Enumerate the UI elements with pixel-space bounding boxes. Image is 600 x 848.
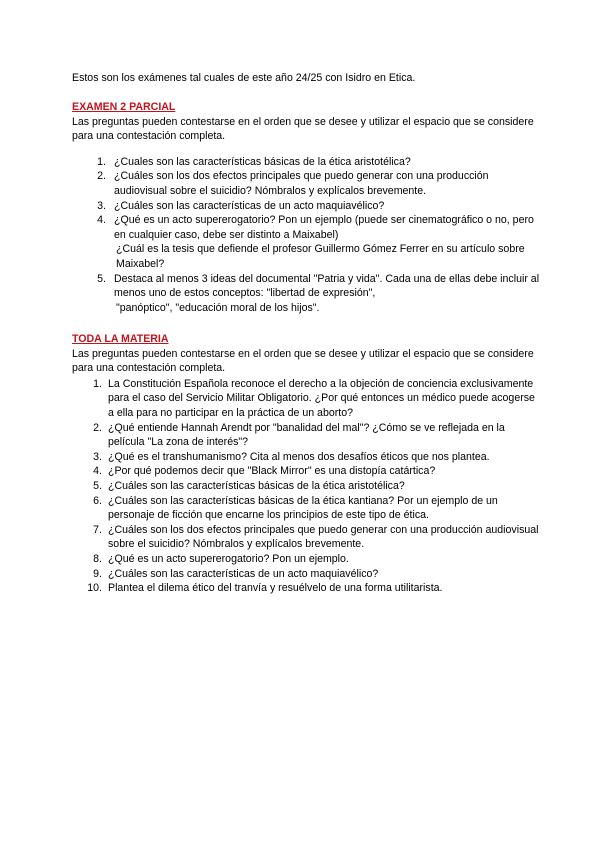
- question-number: 3.: [93, 450, 102, 463]
- question-subtext: ¿Cuál es la tesis que defiende el profesor Guillermo Gómez Ferrer en su artículo sobre Maixabel?: [116, 243, 525, 270]
- question-text: ¿Qué es un acto supererogatorio? Pon un ejemplo (puede ser cinematográfico o no, pero en cualquier caso, debe ser distinto a Maixabel): [114, 214, 534, 241]
- toda-la-materia-question-list: [72, 377, 542, 596]
- question-number: 2.: [97, 170, 106, 183]
- exam-2-heading: EXAMEN 2 PARCIAL: [72, 101, 176, 113]
- question-text: ¿Cuáles son los dos efectos principales que puedo generar con una producción audiovisual sobre el suicidio? Nómbralos y explícalos brevemente.: [108, 523, 539, 551]
- exam-2-question-list: [72, 155, 542, 316]
- list-item: [93, 377, 542, 421]
- list-item: [93, 479, 542, 494]
- question-number: 10.: [87, 582, 102, 595]
- question-number: 5.: [97, 272, 106, 285]
- list-item: [93, 494, 542, 523]
- question-text: ¿Qué entiende Hannah Arendt por "banalidad del mal"? ¿Cómo se ve reflejada en la película "La zona de interés"?: [108, 421, 505, 449]
- question-text: ¿Cuáles son las características de un acto maquiavélico?: [108, 567, 379, 580]
- list-item: [97, 272, 542, 316]
- toda-la-materia-section: [72, 332, 542, 596]
- toda-la-materia-heading: TODA LA MATERIA: [72, 333, 169, 345]
- question-text: ¿Qué es el transhumanismo? Cita al menos dos desafíos éticos que nos plantea.: [108, 450, 490, 463]
- list-item: [93, 450, 542, 465]
- question-text: Destaca al menos 3 ideas del documental "Patria y vida". Cada una de ellas debe incluir al menos uno de estos conceptos: "libertad de expresión",: [114, 272, 540, 300]
- list-item: [93, 552, 542, 567]
- question-number: 8.: [93, 552, 102, 565]
- question-text: ¿Cuáles son las características básicas de la ética aristotélica?: [108, 479, 405, 492]
- question-number: 6.: [93, 494, 102, 507]
- question-number: 7.: [93, 523, 102, 536]
- question-text: ¿Por qué podemos decir que "Black Mirror" es una distopía catártica?: [108, 465, 436, 478]
- exam-2-instructions: Las preguntas pueden contestarse en el orden que se desee y utilizar el espacio que se considere para una contestación completa.: [72, 115, 534, 143]
- question-number: 2.: [93, 421, 102, 434]
- list-item: [93, 523, 542, 552]
- exam-2-parcial-section: [72, 100, 542, 315]
- list-item: [97, 155, 542, 170]
- question-number: 3.: [97, 199, 106, 212]
- intro-text: Estos son los exámenes tal cuales de este año 24/25 con Isidro en Etica.: [72, 72, 416, 84]
- question-number: 5.: [93, 479, 102, 492]
- list-item: [97, 213, 542, 271]
- toda-la-materia-instructions: Las preguntas pueden contestarse en el orden que se desee y utilizar el espacio que se considere para una contestación completa.: [72, 347, 534, 375]
- question-text: ¿Qué es un acto supererogatorio? Pon un ejemplo.: [108, 552, 349, 565]
- question-text: ¿Cuáles son las características básicas de la ética kantiana? Por un ejemplo de un personaje de ficción que encarne los principios de este tipo de ética.: [108, 494, 498, 522]
- list-item: [97, 199, 542, 214]
- question-number: 9.: [93, 567, 102, 580]
- question-number: 4.: [93, 465, 102, 478]
- list-item: [87, 581, 542, 596]
- question-text: Plantea el dilema ético del tranvía y resuélvelo de una forma utilitarista.: [108, 582, 443, 595]
- question-number: 4.: [97, 214, 106, 227]
- question-number: 1.: [93, 377, 102, 390]
- question-text: La Constitución Española reconoce el derecho a la objeción de conciencia exclusivamente para el caso del Servicio Militar Obligatorio. ¿Por qué entonces un médico puede acogerse a ella para no participar en la práctica de un aborto?: [108, 377, 535, 419]
- question-subtext: "panóptico", "educación moral de los hijos".: [116, 301, 320, 314]
- question-number: 1.: [97, 155, 106, 168]
- list-item: [93, 421, 542, 450]
- question-text: ¿Cuáles son las características de un acto maquiavélico?: [114, 199, 385, 212]
- list-item: [97, 169, 542, 198]
- list-item: [93, 464, 542, 479]
- question-text: ¿Cuáles son los dos efectos principales que puedo generar con una producción audiovisual sobre el suicidio? Nómbralos y explícalos brevemente.: [114, 170, 489, 197]
- question-text: ¿Cuales son las características básicas de la ética aristotélica?: [114, 155, 411, 168]
- list-item: [93, 567, 542, 582]
